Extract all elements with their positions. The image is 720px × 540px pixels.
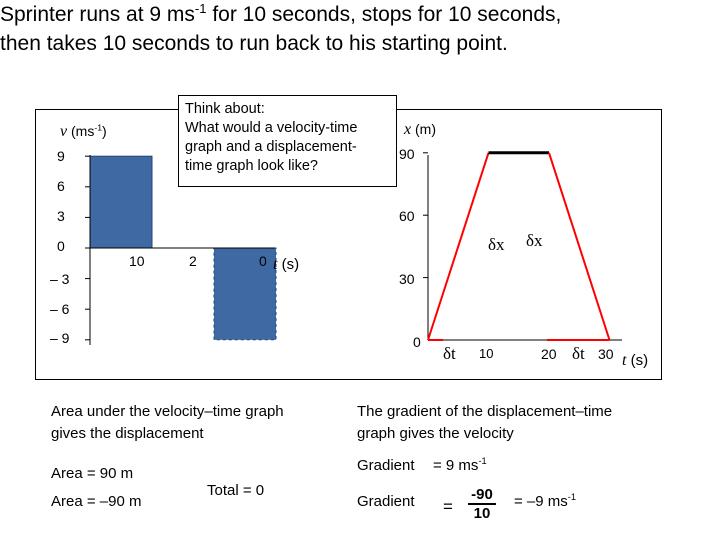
- gradient-label-2: Gradient: [357, 493, 415, 510]
- displacement-xtick-20: 20: [541, 346, 557, 362]
- velocity-ytick-3: 3: [57, 208, 65, 224]
- gradient-value-1-text: = 9 ms: [433, 457, 479, 474]
- velocity-xtick-20-partial: 2: [189, 253, 197, 269]
- area-negative: Area = –90 m: [51, 493, 142, 510]
- title-line1-pre: Sprinter runs at 9 ms: [0, 3, 195, 26]
- velocity-ytick-minus-6: – 6: [50, 301, 70, 317]
- displacement-ytick-90: 90: [399, 146, 415, 162]
- gradient-value-2-sup: -1: [567, 492, 577, 502]
- displacement-axis-unit: (m): [411, 121, 436, 137]
- velocity-axis-unit-close: ): [102, 123, 107, 139]
- displacement-ytick-60: 60: [399, 208, 415, 224]
- displacement-axis-var: x: [404, 121, 412, 138]
- right-note-line-2: graph gives the velocity: [357, 425, 514, 442]
- gradient-value-2-text: = –9 ms: [514, 493, 568, 510]
- gradient-value-1-sup: -1: [478, 456, 487, 466]
- left-note-line-1: Area under the velocity–time graph: [51, 403, 284, 420]
- gradient-equals: =: [443, 497, 453, 516]
- think-box-line-2: What would a velocity-time: [185, 120, 358, 136]
- displacement-graph: [423, 153, 622, 340]
- velocity-bar-0: [90, 156, 152, 248]
- gradient-value-2: [514, 493, 576, 510]
- velocity-axis-label: [60, 123, 107, 141]
- delta-t-label-right: δt: [572, 344, 585, 363]
- velocity-x-axis-unit: (s): [277, 256, 300, 273]
- total-area: Total = 0: [207, 482, 265, 499]
- velocity-ytick-minus-9: – 9: [50, 330, 70, 346]
- gradient-fraction: [468, 487, 496, 523]
- delta-x-label-left: δx: [488, 235, 505, 254]
- displacement-x-axis-unit: (s): [626, 352, 649, 369]
- displacement-segment-2: [549, 153, 610, 340]
- think-about-box: [178, 95, 397, 187]
- fraction-denominator: 10: [473, 505, 491, 522]
- velocity-ytick-0: 0: [57, 238, 65, 254]
- velocity-axis-unit: (ms: [67, 123, 95, 139]
- velocity-x-axis-label: [273, 256, 299, 274]
- area-positive: Area = 90 m: [51, 465, 134, 482]
- delta-x-label-right: δx: [526, 231, 543, 250]
- displacement-ytick-0: 0: [413, 334, 421, 350]
- displacement-xtick-30: 30: [598, 346, 614, 362]
- velocity-xtick-30-partial: 0: [259, 253, 267, 269]
- title-line1-post: for 10 seconds, stops for 10 seconds,: [206, 3, 562, 26]
- velocity-axis-var: v: [60, 123, 68, 140]
- title-line1-sup: -1: [194, 1, 207, 16]
- think-box-line-1: Think about:: [185, 101, 265, 117]
- gradient-value-1: [433, 457, 487, 474]
- right-note-line-1: The gradient of the displacement–time: [357, 403, 613, 420]
- velocity-ytick-minus-3: – 3: [50, 271, 70, 287]
- displacement-xtick-10: 10: [479, 346, 494, 361]
- displacement-x-axis-var: t: [622, 352, 627, 369]
- displacement-axis-label: [404, 121, 436, 139]
- title-line-2: then takes 10 seconds to run back to his starting point.: [0, 32, 508, 55]
- displacement-ytick-30: 30: [399, 271, 415, 287]
- left-note-line-2: gives the displacement: [51, 425, 204, 442]
- displacement-segment-0: [428, 153, 489, 340]
- think-box-line-4: time graph look like?: [185, 158, 318, 174]
- velocity-x-axis-var: t: [273, 256, 278, 273]
- velocity-ytick-6: 6: [57, 178, 65, 194]
- gradient-label-1: Gradient: [357, 457, 415, 474]
- velocity-ytick-9: 9: [57, 148, 65, 164]
- displacement-x-axis-label: [622, 352, 648, 370]
- delta-t-label-left: δt: [443, 344, 456, 363]
- velocity-axis-unit-sup: -1: [94, 122, 103, 133]
- think-box-line-3: graph and a displacement-: [185, 139, 357, 155]
- fraction-numerator: -90: [468, 487, 496, 505]
- velocity-xtick-10: 10: [129, 253, 145, 269]
